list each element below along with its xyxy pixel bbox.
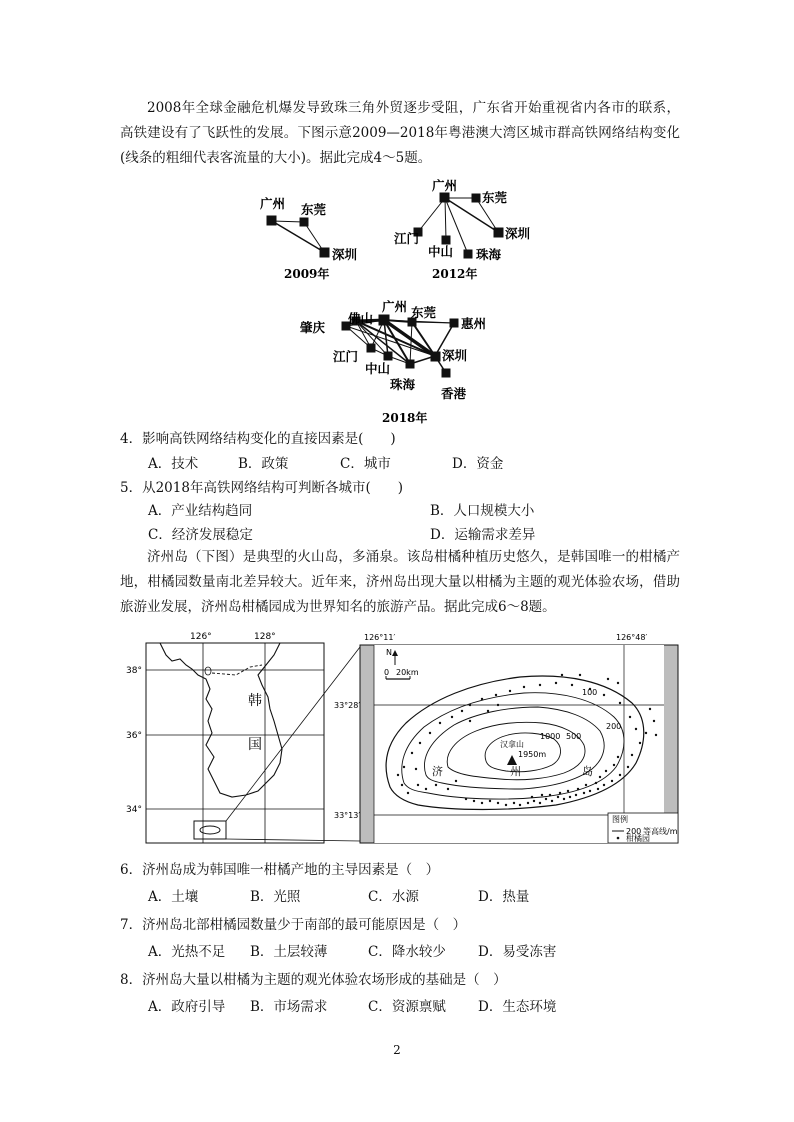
label-2018-guangzhou: 广州 [382,299,408,314]
question-5-option-c[interactable]: C．经济发展稳定 [148,527,253,543]
korea-lat-38: 38° [126,666,142,676]
label-2018-huizhou: 惠州 [461,316,487,331]
jeju-lat-north: 33°28′ [334,701,361,710]
korea-lat-34: 34° [126,805,142,815]
question-5-option-b[interactable]: B．人口规模大小 [430,503,535,519]
legend-orchard-text: 柑橘园 [626,834,650,843]
island-label-ji: 济 [432,765,443,778]
label-2018-shenzhen: 深圳 [442,348,468,363]
rail-network-figure [0,0,794,440]
question-6-option-c[interactable]: C．水源 [368,889,419,905]
intro-paragraph-jeju: 济州岛（下图）是典型的火山岛，多涌泉。该岛柑橘种植历史悠久，是韩国唯一的柑橘产地，柑橘园数量南北差异较大。近年来，济州岛出现大量以柑橘为主题的观光体验农场，借助旅游业发展，济州岛柑橘园成为世界知名的旅游产品。据此完成6～8题。 [120,549,680,615]
question-8-option-d[interactable]: D．生态环境 [478,999,557,1015]
contour-label-100: 100 [582,688,598,697]
question-7-option-c[interactable]: C．降水较少 [368,944,446,960]
question-5-stem: 5．从2018年高铁网络结构可判断各城市( ) [120,480,403,496]
question-7-option-d[interactable]: D．易受冻害 [478,944,557,960]
legend-contour-text: 等高线/m [643,827,678,836]
question-4-option-a[interactable]: A．技术 [148,456,199,472]
korea-label-han: 韩 [248,693,262,709]
year-2018: 2018年 [382,411,428,425]
question-8-option-b[interactable]: B．市场需求 [250,999,328,1015]
question-6-option-d[interactable]: D．热量 [478,889,530,905]
label-2018-jiangmen: 江门 [333,349,359,364]
jeju-lat-south: 33°13′ [334,811,361,820]
label-2012-shenzhen: 深圳 [505,226,531,241]
page-number: 2 [393,1043,401,1057]
label-2018-zhongshan: 中山 [365,361,391,376]
label-2018-zhuhai: 珠海 [390,377,416,392]
year-2009: 2009年 [284,267,330,281]
question-8-option-c[interactable]: C．资源禀赋 [368,999,446,1015]
question-7-stem: 7．济州岛北部柑橘园数量少于南部的最可能原因是（ ） [120,917,467,933]
question-8-stem: 8．济州岛大量以柑橘为主题的观光体验农场形成的基础是（ ） [120,972,507,988]
question-5-option-d[interactable]: D．运输需求差异 [430,527,536,543]
label-2018-foshan: 佛山 [348,311,374,326]
scale-label-20km: 20km [396,668,419,677]
question-6-option-a[interactable]: A．土壤 [148,889,199,905]
scale-label-zero: 0 [384,668,390,677]
label-2012-jiangmen: 江门 [394,231,420,246]
korea-lon-126: 126° [190,632,212,642]
island-label-zhou: 州 [510,765,521,778]
year-2012: 2012年 [432,267,478,281]
contour-label-200: 200 [606,722,622,731]
label-2018-zhaoqing: 肇庆 [300,320,326,335]
question-8-option-a[interactable]: A．政府引导 [148,999,226,1015]
question-4-option-b[interactable]: B．政策 [238,456,289,472]
legend-title: 图例 [612,815,628,824]
jeju-lon-west: 126°11′ [364,633,396,642]
contour-label-500: 500 [566,732,582,741]
question-7-option-a[interactable]: A．光热不足 [148,944,226,960]
question-6-option-b[interactable]: B．光照 [250,889,301,905]
intro-paragraph-rail: 2008年全球金融危机爆发导致珠三角外贸逐步受阻，广东省开始重视省内各市的联系，高铁建设有了飞跃性的发展。下图示意2009—2018年粤港澳大湾区城市群高铁网络结构变化(线条的粗细代表客流量的大小)。据此完成4～5题。 [120,100,680,166]
label-2012-zhongshan: 中山 [428,244,454,259]
question-4-stem: 4．影响高铁网络结构变化的直接因素是( ) [120,431,396,447]
island-label-dao: 岛 [582,765,593,778]
korea-lon-128: 128° [254,632,276,642]
legend-contour-value: 200 [626,827,642,836]
question-5-option-a[interactable]: A．产业结构趋同 [148,503,253,519]
question-4-option-c[interactable]: C．城市 [340,456,391,472]
peak-name: 汉拿山 [500,740,524,749]
korea-label-guo: 国 [248,737,262,753]
label-2009-shenzhen: 深圳 [332,247,358,262]
question-6-stem: 6．济州岛成为韩国唯一柑橘产地的主导因素是（ ） [120,862,440,878]
jeju-lon-east: 126°48′ [616,633,648,642]
label-2012-guangzhou: 广州 [432,178,458,193]
peak-elevation: 1950m [518,750,547,759]
korea-lat-36: 36° [126,731,142,741]
label-2012-dongguan: 东莞 [482,190,508,205]
label-2018-hongkong: 香港 [441,386,467,401]
label-2009-guangzhou: 广州 [260,196,286,211]
network-2009 [267,216,329,257]
question-4-option-d[interactable]: D．资金 [452,456,504,472]
label-2012-zhuhai: 珠海 [476,247,502,262]
jeju-map-figure [0,625,794,865]
north-arrow-label: N [386,648,392,657]
label-2009-dongguan: 东莞 [301,202,327,217]
question-7-option-b[interactable]: B．土层较薄 [250,944,328,960]
label-2018-dongguan: 东莞 [411,305,437,320]
contour-label-1000: 1000 [540,732,561,741]
